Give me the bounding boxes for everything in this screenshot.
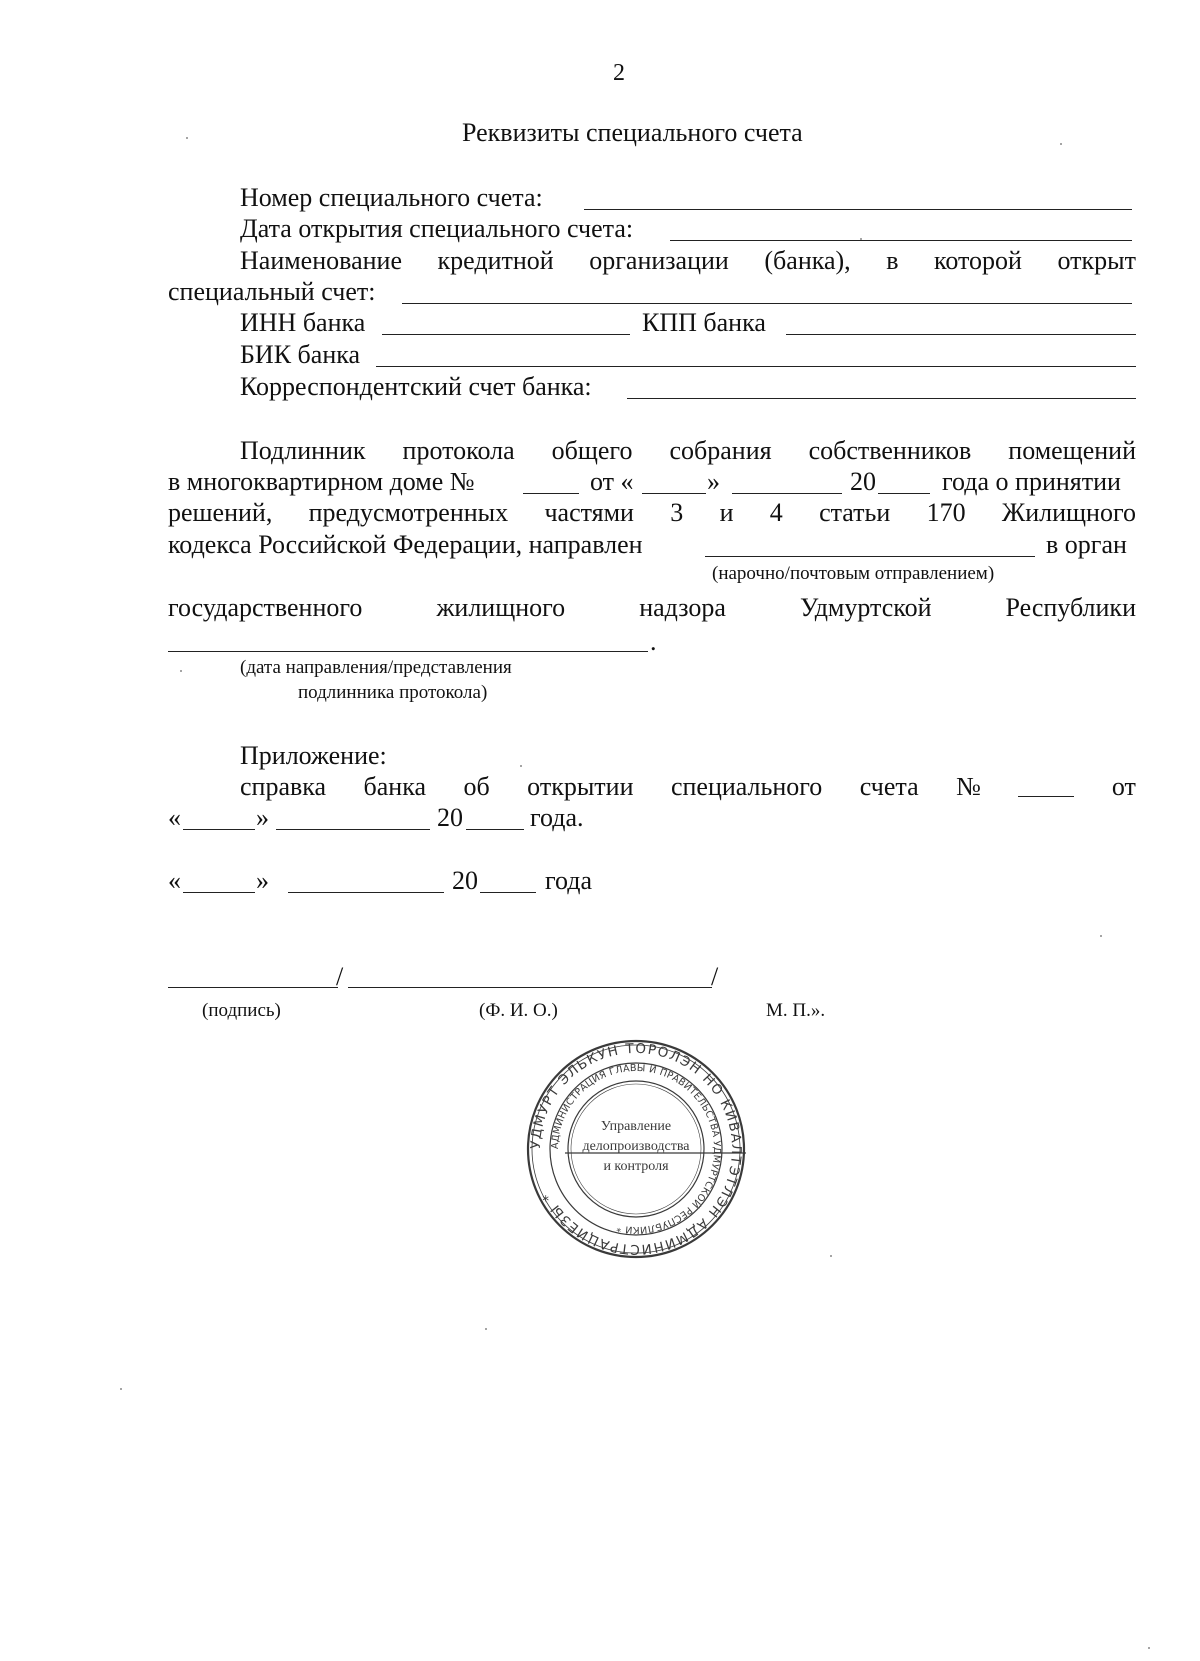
date-year-suffix: года: [545, 866, 593, 895]
page-title: Реквизиты специального счета: [462, 118, 803, 147]
protocol-quote-close: »: [707, 467, 720, 496]
appendix-day-blank: [183, 829, 255, 830]
word: Республики: [1005, 593, 1136, 622]
word: в: [886, 246, 899, 275]
house-number-blank: [523, 493, 579, 494]
scan-speck: [120, 1388, 122, 1390]
appendix-month-blank: [276, 829, 430, 830]
fio-blank: [348, 987, 712, 988]
submission-date-period: .: [650, 627, 657, 656]
word: (банка),: [764, 246, 851, 275]
protocol-day-blank: [642, 493, 706, 494]
appendix-year-blank: [466, 829, 524, 830]
bank-name-line1: [240, 246, 1136, 276]
appendix-line1: [240, 772, 1136, 802]
protocol-line3: [168, 498, 1136, 528]
word: решений,: [168, 498, 273, 527]
date-year-prefix: 20: [452, 866, 478, 895]
submission-date-caption-2: подлинника протокола): [298, 682, 488, 703]
certificate-number-blank: [1018, 772, 1074, 797]
scan-speck: [520, 765, 522, 767]
word: частями: [544, 498, 634, 527]
date-day-blank: [183, 892, 255, 893]
protocol-adoption-text: года о принятии: [942, 467, 1121, 496]
protocol-month-blank: [732, 493, 842, 494]
svg-text:АДМИНИСТРАЦИЯ ГЛАВЫ И ПРАВИТЕЛ: АДМИНИСТРАЦИЯ ГЛАВЫ И ПРАВИТЕЛЬСТВА УДМУРТСКОЙ РЕСПУБЛИКИ *: [549, 1062, 723, 1236]
corr-account-blank: [627, 398, 1136, 399]
word: справка: [240, 772, 327, 801]
protocol-from-label: от «: [590, 467, 634, 496]
bank-name-blank: [402, 303, 1132, 304]
word: №: [956, 772, 981, 801]
account-number-label: Номер специального счета:: [240, 183, 543, 212]
submission-date-blank: [168, 651, 648, 652]
protocol-line5: [168, 593, 1136, 623]
kpp-blank: [786, 334, 1136, 335]
word: статьи: [819, 498, 891, 527]
scan-speck: [1148, 1647, 1150, 1649]
word: надзора: [639, 593, 726, 622]
word: 4: [769, 498, 783, 527]
date-year-blank: [480, 892, 536, 893]
word: специального: [670, 772, 823, 801]
word: Удмуртской: [799, 593, 932, 622]
signature-blank: [168, 987, 338, 988]
scan-speck: [1060, 143, 1062, 145]
word: Подлинник: [240, 436, 366, 465]
word: открытии: [527, 772, 634, 801]
inn-label: ИНН банка: [240, 308, 366, 337]
bik-blank: [376, 366, 1136, 367]
word: протокола: [402, 436, 515, 465]
protocol-to-organ: в орган: [1046, 530, 1127, 559]
delivery-method-blank: [705, 556, 1035, 557]
word: 3: [670, 498, 684, 527]
bik-label: БИК банка: [240, 340, 361, 369]
date-quote-open: «: [168, 866, 181, 895]
kpp-label: КПП банка: [642, 308, 766, 337]
signature-slash-1: /: [336, 962, 344, 991]
word: жилищного: [436, 593, 566, 622]
date-month-blank: [288, 892, 444, 893]
word: организации: [589, 246, 729, 275]
word: кредитной: [437, 246, 554, 275]
word: собственников: [808, 436, 972, 465]
protocol-year-blank: [878, 493, 930, 494]
date-quote-close: »: [256, 866, 269, 895]
scan-speck: [860, 238, 862, 240]
appendix-year-prefix: 20: [437, 803, 463, 832]
signature-caption: (подпись): [202, 1000, 281, 1021]
page-number: 2: [613, 60, 625, 86]
word: собрания: [669, 436, 772, 465]
appendix-heading: Приложение:: [240, 741, 387, 770]
word: об: [463, 772, 490, 801]
seal-place-caption: М. П.».: [766, 1000, 826, 1021]
appendix-quote-open: «: [168, 803, 181, 832]
corr-account-label: Корреспондентский счет банка:: [240, 372, 592, 401]
word: общего: [551, 436, 633, 465]
scan-speck: [180, 670, 182, 672]
submission-date-caption-1: (дата направления/представления: [240, 657, 512, 678]
protocol-line1: [240, 436, 1136, 466]
word: от: [1111, 772, 1136, 801]
signature-slash-2: /: [711, 962, 719, 991]
appendix-year-suffix: года.: [530, 803, 584, 832]
word: предусмотренных: [308, 498, 509, 527]
word: помещений: [1008, 436, 1136, 465]
scan-speck: [830, 1255, 832, 1257]
svg-text:делопроизводства: делопроизводства: [582, 1139, 690, 1154]
protocol-year-prefix: 20: [850, 467, 876, 496]
scan-speck: [485, 1328, 487, 1330]
word: Наименование: [240, 246, 402, 275]
word: государственного: [168, 593, 363, 622]
account-number-blank: [584, 209, 1132, 210]
appendix-quote-close: »: [256, 803, 269, 832]
fio-caption: (Ф. И. О.): [479, 1000, 558, 1021]
word: и: [719, 498, 734, 527]
inn-blank: [382, 334, 630, 335]
svg-text:и контроля: и контроля: [603, 1159, 669, 1174]
svg-text:УДМУРТ ЭЛЬКУН ТӦРОЛЭН НО КИВАЛ: УДМУРТ ЭЛЬКУН ТӦРОЛЭН НО КИВАЛТЭТЛЭН АДМИНИСТРАЦИЕЗЫ *: [527, 1040, 745, 1258]
word: которой: [934, 246, 1022, 275]
official-seal: [525, 1038, 747, 1260]
open-date-blank: [670, 240, 1132, 241]
word: открыт: [1057, 246, 1136, 275]
word: счета: [859, 772, 919, 801]
protocol-sent-text: кодекса Российской Федерации, направлен: [168, 530, 643, 559]
word: 170: [926, 498, 966, 527]
scan-speck: [186, 137, 188, 139]
protocol-house-label: в многоквартирном доме №: [168, 467, 475, 496]
delivery-method-caption: (нарочно/почтовым отправлением): [712, 563, 995, 584]
word: банка: [363, 772, 426, 801]
open-date-label: Дата открытия специального счета:: [240, 214, 634, 243]
bank-name-label: специальный счет:: [168, 277, 376, 306]
scan-speck: [1100, 935, 1102, 937]
word: Жилищного: [1001, 498, 1136, 527]
svg-text:Управление: Управление: [600, 1119, 672, 1134]
